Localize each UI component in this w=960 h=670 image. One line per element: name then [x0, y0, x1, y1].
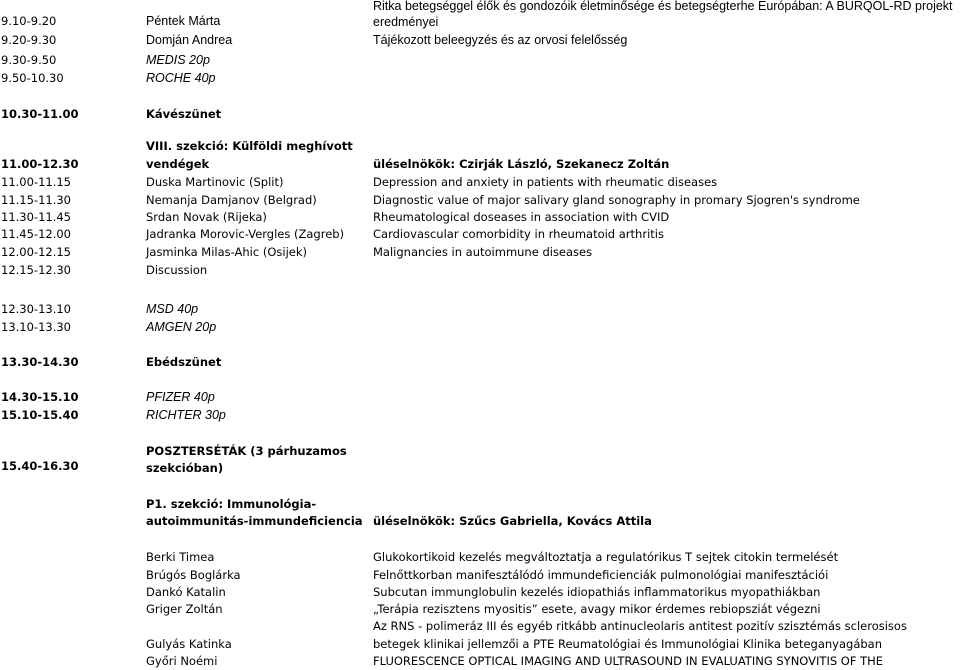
time-cell: 11.00-11.15 [1, 175, 71, 189]
sponsor-cell: MSD 40p [146, 302, 199, 316]
title-cell: Diagnostic value of major salivary gland sonography in promary Sjogren's syndrome [373, 193, 860, 207]
time-cell: 15.40-16.30 [1, 459, 79, 473]
time-cell: 12.15-12.30 [1, 263, 71, 277]
speaker-cell: Domján Andrea [146, 33, 233, 47]
time-cell: 14.30-15.10 [1, 390, 79, 404]
break-cell: Kávészünet [146, 107, 222, 121]
time-cell: 11.00-12.30 [1, 157, 79, 171]
time-cell: 9.50-10.30 [1, 71, 64, 85]
title-cell: „Terápia rezisztens myositis” esete, avagy mikor érdemes rebiopsziát végezni [373, 602, 821, 616]
time-cell: 12.00-12.15 [1, 245, 71, 259]
time-cell: 9.10-9.20 [1, 14, 57, 28]
time-cell: 11.15-11.30 [1, 193, 71, 207]
time-cell: 15.10-15.40 [1, 408, 79, 422]
session-title: vendégek [146, 157, 210, 171]
title-cell: Depression and anxiety in patients with rheumatic diseases [373, 175, 718, 189]
session-title: POSZTERSÉTÁK (3 párhuzamos [146, 444, 347, 458]
time-cell: 13.10-13.30 [1, 320, 71, 334]
speaker-cell: Gulyás Katinka [146, 637, 232, 651]
session-title: P1. szekció: Immunológia- [146, 497, 317, 511]
speaker-cell: Srdan Novak (Rijeka) [146, 210, 267, 224]
sponsor-cell: PFIZER 40p [146, 390, 215, 404]
time-cell: 12.30-13.10 [1, 302, 71, 316]
title-cell: Malignancies in autoimmune diseases [373, 245, 593, 259]
speaker-cell: Discussion [146, 263, 208, 277]
title-cell: Tájékozott beleegyzés és az orvosi felelősség [373, 33, 628, 47]
speaker-cell: Péntek Márta [146, 14, 221, 28]
title-cell: Subcutan immunglobulin kezelés idiopathiás inflammatorikus myopathiákban [373, 585, 821, 599]
session-title: autoimmunitás-immundeficiencia [146, 514, 363, 528]
title-cell: Felnőttkorban manifesztálódó immundeficienciák pulmonológiai manifesztációi [373, 568, 829, 582]
sponsor-cell: AMGEN 20p [146, 320, 217, 334]
chairs-cell: üléselnökök: Czirják László, Szekanecz Zoltán [373, 157, 670, 171]
speaker-cell: Dankó Katalin [146, 585, 226, 599]
speaker-cell: Jasminka Milas-Ahic (Osijek) [146, 245, 307, 259]
session-title: VIII. szekció: Külföldi meghívott [146, 139, 353, 153]
speaker-cell: Griger Zoltán [146, 602, 223, 616]
chairs-cell: üléselnökök: Szűcs Gabriella, Kovács Attila [373, 514, 652, 528]
sponsor-cell: MEDIS 20p [146, 53, 210, 67]
time-cell: 11.45-12.00 [1, 227, 71, 241]
sponsor-cell: RICHTER 30p [146, 408, 226, 422]
title-cell: betegek klinikai jellemzői a PTE Reumatológiai és Immunológiai Klinika beteganyagában [373, 637, 882, 651]
title-cell: eredményei [373, 15, 439, 29]
title-cell: FLUORESCENCE OPTICAL IMAGING AND ULTRASOUND IN EVALUATING SYNOVITIS OF THE [373, 654, 884, 668]
time-cell: 9.20-9.30 [1, 33, 57, 47]
time-cell: 11.30-11.45 [1, 210, 71, 224]
speaker-cell: Győri Noémi [146, 654, 218, 668]
speaker-cell: Brúgós Boglárka [146, 568, 241, 582]
time-cell: 9.30-9.50 [1, 53, 57, 67]
title-cell: Az RNS - polimeráz III és egyéb ritkább antinucleolaris antitest pozitív szisztémás sclerosisos [373, 619, 907, 633]
title-cell: Glukokortikoid kezelés megváltoztatja a regulatórikus T sejtek citokin termelését [373, 550, 839, 564]
speaker-cell: Jadranka Morovic-Vergles (Zagreb) [146, 227, 345, 241]
title-cell: Cardiovascular comorbidity in rheumatoid arthritis [373, 227, 664, 241]
title-cell: Ritka betegséggel élők és gondozóik életminősége és betegségterhe Európában: A BURQOL-RD projekt [373, 0, 953, 13]
speaker-cell: Nemanja Damjanov (Belgrad) [146, 193, 317, 207]
speaker-cell: Duska Martinovic (Split) [146, 175, 284, 189]
time-cell: 10.30-11.00 [1, 107, 79, 121]
session-title: szekcióban) [146, 461, 224, 475]
speaker-cell: Berki Timea [146, 550, 215, 564]
time-cell: 13.30-14.30 [1, 355, 79, 369]
title-cell: Rheumatological doseases in association with CVID [373, 210, 670, 224]
break-cell: Ebédszünet [146, 355, 222, 369]
sponsor-cell: ROCHE 40p [146, 71, 216, 85]
